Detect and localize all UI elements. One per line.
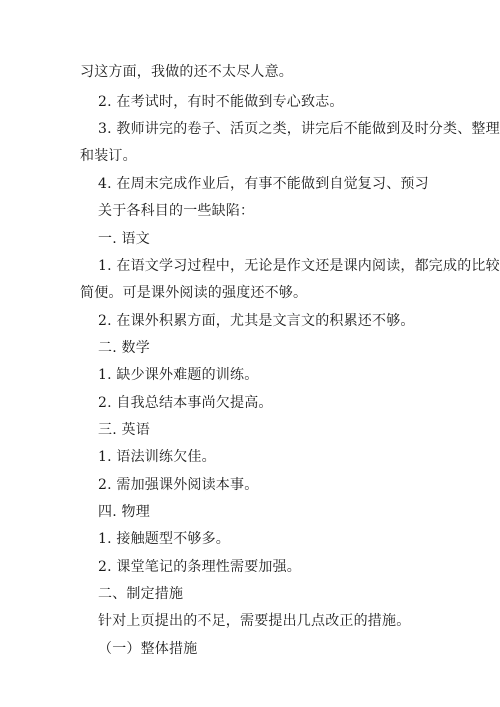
paragraph-line: 1. 缺少课外难题的训练。 [98,367,259,383]
paragraph-line: 简便。可是课外阅读的强度还不够。 [80,285,308,301]
subject-heading-physics: 四. 物理 [98,504,150,520]
paragraph-line: 2. 自我总结本事尚欠提高。 [98,395,273,411]
paragraph-line: 习这方面，我做的还不太尽人意。 [80,64,293,80]
subject-heading-english: 三. 英语 [98,422,150,438]
paragraph-line: 2. 在课外积累方面，尤其是文言文的积累还不够。 [98,313,415,329]
section-heading: 二、制定措施 [98,586,184,602]
section-intro: 关于各科目的一些缺陷： [98,203,255,219]
subject-heading-chinese: 一. 语文 [98,231,150,247]
subsection-heading: （一）整体措施 [98,641,198,657]
paragraph-line: 和装订。 [80,148,137,164]
paragraph-line: 1. 接触题型不够多。 [98,531,231,547]
paragraph-line: 1. 语法训练欠佳。 [98,449,216,465]
paragraph-line: 1. 在语文学习过程中，无论是作文还是课内阅读，都完成的比较 [98,258,500,274]
paragraph-line: 4. 在周末完成作业后，有事不能做到自觉复习、预习 [98,176,429,192]
subject-heading-math: 二. 数学 [98,340,150,356]
paragraph-line: 2. 课堂笔记的条理性需要加强。 [98,559,302,575]
paragraph-line: 2. 在考试时，有时不能做到专心致志。 [98,94,344,110]
paragraph-line: 2. 需加强课外阅读本事。 [98,477,259,493]
paragraph-line: 3. 教师讲完的卷子、活页之类，讲完后不能做到及时分类、整理 [98,121,500,137]
paragraph-line: 针对上页提出的不足，需要提出几点改正的措施。 [98,613,411,629]
